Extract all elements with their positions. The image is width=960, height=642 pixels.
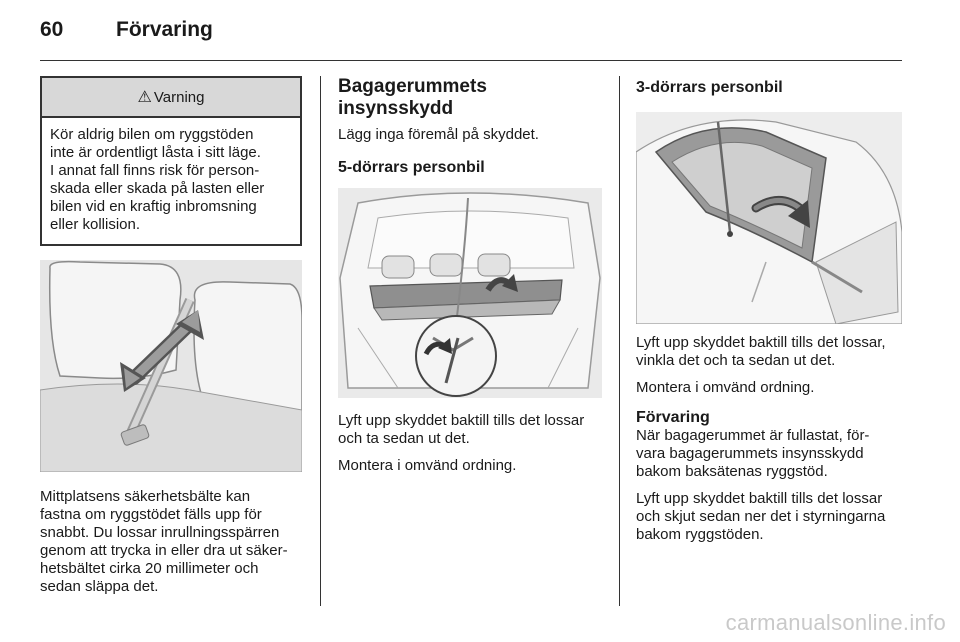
caption-line: fastna om ryggstödet fälls upp för	[40, 506, 262, 523]
column-divider-2	[619, 76, 620, 606]
storage-line: bakom baksätenas ryggstöd.	[636, 463, 828, 480]
caption-line: vinkla det och ta sedan ut det.	[636, 352, 836, 369]
cover-5-door-caption	[338, 412, 602, 475]
page-number: 60	[40, 18, 64, 41]
caption-line: snabbt. Du lossar inrullningsspärren	[40, 524, 280, 541]
section-heading-cover: Bagagerummets insynsskydd	[338, 76, 487, 119]
header-rule	[40, 60, 902, 61]
caption-line: hetsbältet cirka 20 millimeter och	[40, 560, 259, 577]
caption-line: och ta sedan ut det.	[338, 430, 470, 447]
reassembly-note: Montera i omvänd ordning.	[338, 457, 517, 474]
caption-line: Lyft upp skyddet baktill tills det lossar	[338, 412, 585, 429]
column-1	[40, 76, 302, 596]
caption-line: Mittplatsens säkerhetsbälte kan	[40, 488, 251, 505]
warning-line: eller kollision.	[50, 216, 141, 233]
warning-title: Varning	[153, 88, 205, 106]
storage-instruction	[636, 490, 902, 544]
warning-line: Kör aldrig bilen om ryggstöden	[50, 126, 254, 143]
warning-header	[42, 78, 300, 118]
storage-line: När bagagerummet är fullastat, för-	[636, 427, 870, 444]
instruction-line: Lyft upp skyddet baktill tills det lossar	[636, 490, 883, 507]
warning-line: inte är ordentligt låsta i sitt läge.	[50, 144, 261, 161]
instruction-line: och skjut sedan ner det i styrningarna	[636, 508, 886, 525]
warning-text	[42, 118, 300, 244]
page-header	[40, 18, 213, 48]
intro-text: Lägg inga föremål på skyddet.	[338, 126, 539, 143]
warning-line: bilen vid en kraftig inbromsning	[50, 198, 257, 215]
caption-line: genom att trycka in eller dra ut säker-	[40, 542, 288, 559]
instruction-line: bakom ryggstöden.	[636, 526, 764, 543]
caption-line: sedan släppa det.	[40, 578, 159, 595]
cover-3-door-caption	[636, 334, 902, 397]
column-divider-1	[320, 76, 321, 606]
warning-box	[40, 76, 302, 246]
storage-line: vara bagagerummets insynsskydd	[636, 445, 864, 462]
watermark: carmanualsonline.info	[725, 610, 946, 635]
warning-line: skada eller skada på lasten eller	[50, 180, 265, 197]
subheading-5-door: 5-dörrars personbil	[338, 159, 485, 176]
warning-triangle-icon: ⚠	[137, 89, 152, 106]
reassembly-note: Montera i omvänd ordning.	[636, 379, 815, 396]
cargo-cover-3-door-illustration	[636, 112, 902, 324]
storage-text	[636, 427, 902, 481]
seatbelt-illustration	[40, 260, 302, 472]
caption-line: Lyft upp skyddet baktill tills det lossar,	[636, 334, 886, 351]
column-3	[636, 76, 902, 553]
seatbelt-caption	[40, 488, 302, 596]
column-2	[338, 76, 602, 484]
storage-heading: Förvaring	[636, 409, 710, 426]
page-title: Förvaring	[116, 18, 213, 41]
cargo-cover-5-door-illustration	[338, 188, 602, 398]
warning-line: I annat fall finns risk för person-	[50, 162, 260, 179]
subheading-3-door: 3-dörrars personbil	[636, 79, 783, 96]
